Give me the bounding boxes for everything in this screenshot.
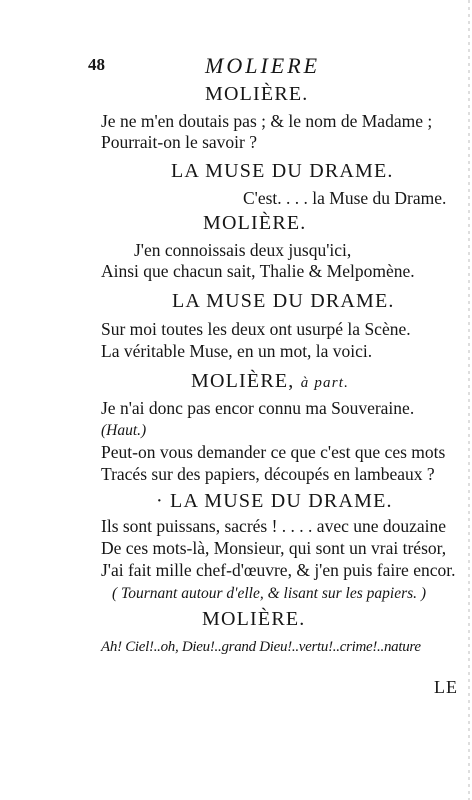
verse-line: J'en connoissais deux jusqu'ici, (134, 240, 352, 260)
speaker-heading: LA MUSE DU DRAME. (171, 160, 394, 182)
stage-direction: Ah! Ciel!..oh, Dieu!..grand Dieu!..vertu!..crime!..nature (101, 639, 421, 655)
verse-line: De ces mots-là, Monsieur, qui sont un vrai trésor, (101, 538, 447, 558)
verse-line: Ainsi que chacun sait, Thalie & Melpomène. (101, 261, 415, 281)
page-edge (468, 0, 470, 800)
stage-aside: à part. (300, 375, 350, 391)
verse-line: Ils sont puissans, sacrés ! . . . . avec une douzaine (101, 516, 447, 536)
verse-line: Pourrait-on le savoir ? (101, 132, 257, 152)
speaker-heading: LA MUSE DU DRAME. (172, 290, 395, 312)
speaker-heading: · LA MUSE DU DRAME. (156, 490, 393, 512)
speaker-heading: MOLIÈRE. (202, 608, 306, 630)
stage-direction: (Haut.) (101, 422, 147, 439)
verse-line: Je n'ai donc pas encor connu ma Souveraine. (101, 398, 415, 418)
speaker-heading: MOLIÈRE. (203, 212, 307, 234)
speaker-name: MOLIÈRE, (191, 370, 295, 392)
speaker-heading: MOLIÈRE. (205, 83, 309, 105)
running-title: MOLIERE (205, 53, 321, 78)
speaker-heading (191, 371, 349, 391)
catchword: LE (434, 677, 458, 697)
verse-line: C'est. . . . la Muse du Drame. (243, 188, 447, 208)
verse-line: J'ai fait mille chef-d'œuvre, & j'en puis faire encor. (101, 560, 456, 580)
verse-line: Je ne m'en doutais pas ; & le nom de Madame ; (101, 111, 433, 131)
verse-line: Peut-on vous demander ce que c'est que ces mots (101, 442, 446, 462)
verse-line: Tracés sur des papiers, découpés en lambeaux ? (101, 464, 435, 484)
stage-direction: ( Tournant autour d'elle, & lisant sur les papiers. ) (112, 585, 427, 602)
page-number: 48 (88, 55, 105, 74)
verse-line: Sur moi toutes les deux ont usurpé la Scène. (101, 319, 411, 339)
verse-line: La véritable Muse, en un mot, la voici. (101, 341, 373, 361)
